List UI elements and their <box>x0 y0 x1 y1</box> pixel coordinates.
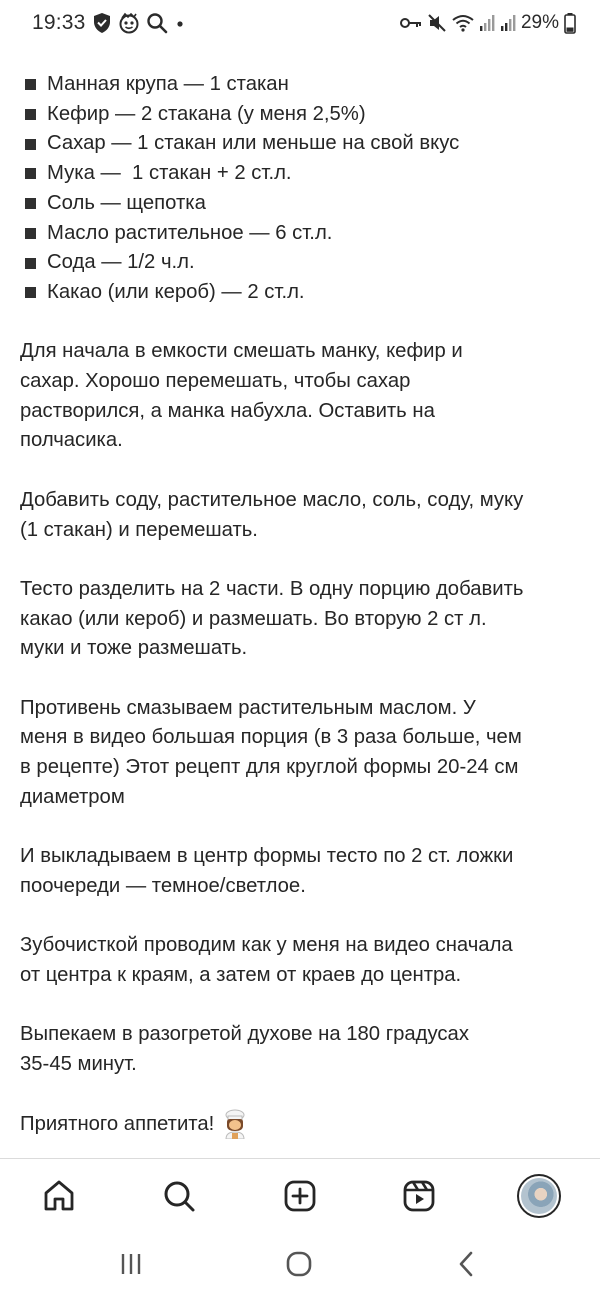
battery-icon <box>564 12 576 34</box>
bullet <box>25 287 36 298</box>
profile-avatar <box>517 1174 561 1218</box>
ingredient-text: Соль — щепотка <box>47 191 206 214</box>
ingredient-text: Мука — 1 стакан + 2 ст.л. <box>47 162 292 185</box>
search-icon <box>162 1179 196 1213</box>
status-right-icons <box>400 11 576 35</box>
system-home-button[interactable] <box>279 1246 319 1282</box>
back-icon <box>456 1250 476 1278</box>
ingredient-text: Масло растительное — 6 ст.л. <box>47 221 333 244</box>
list-item <box>20 70 585 100</box>
emoji-face-icon <box>117 11 141 35</box>
closing-text: Приятного аппетита! <box>20 1112 215 1135</box>
bottom-nav <box>0 1159 600 1234</box>
status-bar <box>0 0 600 50</box>
bullet <box>25 168 36 179</box>
recents-icon <box>118 1252 144 1276</box>
home-circle-icon <box>285 1250 313 1278</box>
avatar-image <box>521 1178 557 1214</box>
paragraph-adding: Добавить соду, растительное масло, соль, соду, муку (1 стакан) и перемешать. <box>20 488 524 541</box>
list-item <box>20 189 585 219</box>
ingredient-text: Какао (или кероб) — 2 ст.л. <box>47 280 305 303</box>
ingredient-list <box>20 70 585 308</box>
list-item <box>20 129 585 159</box>
list-item <box>20 159 585 189</box>
key-icon <box>400 16 422 30</box>
bullet <box>25 109 36 120</box>
paragraph-dividing: Тесто разделить на 2 части. В одну порцию добавить какао (или кероб) и размешать. Во вторую 2 ст л. муки и тоже размешать. <box>20 577 524 660</box>
list-item <box>20 219 585 249</box>
paragraph-pan: Противень смазываем растительным маслом. У меня в видео большая порция (в 3 раза больше, чем в рецепте) Этот рецепт для круглой формы 20-24 см диаметром <box>20 696 522 808</box>
status-time: 19:33 <box>32 11 86 34</box>
paragraph-layering: И выкладываем в центр формы тесто по 2 ст. ложки поочереди — темное/светлое. <box>20 845 514 897</box>
nav-reels-button[interactable] <box>396 1173 442 1219</box>
more-dot-icon <box>173 12 187 34</box>
shield-icon <box>92 12 112 34</box>
list-item <box>20 278 585 308</box>
ingredient-text: Сахар — 1 стакан или меньше на свой вкус <box>47 132 460 155</box>
ingredient-text: Кефир — 2 стакана (у меня 2,5%) <box>47 102 366 125</box>
closing-line <box>20 1109 585 1139</box>
bullet <box>25 258 36 269</box>
cook-emoji-icon <box>222 1109 248 1139</box>
system-nav-bar <box>0 1234 600 1299</box>
ingredient-text: Сода — 1/2 ч.л. <box>47 251 195 274</box>
bullet <box>25 139 36 150</box>
paragraph-baking: Выпекаем в разогретой духове на 180 градусах 35-45 минут. <box>20 1023 469 1076</box>
nav-create-button[interactable] <box>277 1173 323 1219</box>
search-notification-icon <box>146 12 168 34</box>
bullet <box>25 79 36 90</box>
paragraph-toothpick: Зубочисткой проводим как у меня на видео сначала от центра к краям, а затем от краев до центра. <box>20 934 513 986</box>
create-icon <box>283 1179 317 1213</box>
list-item <box>20 248 585 278</box>
signal-icon-1 <box>479 14 495 32</box>
status-left-icons <box>92 11 187 35</box>
ingredient-text: Манная крупа — 1 стакан <box>47 73 289 95</box>
reels-icon <box>402 1179 436 1213</box>
nav-home-button[interactable] <box>36 1173 82 1219</box>
paragraph-mixing: Для начала в емкости смешать манку, кефир и сахар. Хорошо перемешать, чтобы сахар растворился, а манка набухла. Оставить на полчасика. <box>20 340 463 452</box>
nav-profile-button[interactable] <box>516 1173 562 1219</box>
recipe-text <box>20 70 585 1139</box>
back-button[interactable] <box>446 1246 486 1282</box>
signal-icon-2 <box>500 14 516 32</box>
wifi-icon <box>452 14 474 32</box>
recents-button[interactable] <box>111 1246 151 1282</box>
list-item <box>20 100 585 130</box>
home-icon <box>42 1179 76 1213</box>
mute-icon <box>427 13 447 33</box>
bullet <box>25 198 36 209</box>
nav-search-button[interactable] <box>156 1173 202 1219</box>
bullet <box>25 228 36 239</box>
battery-percent: 29% <box>520 12 559 33</box>
